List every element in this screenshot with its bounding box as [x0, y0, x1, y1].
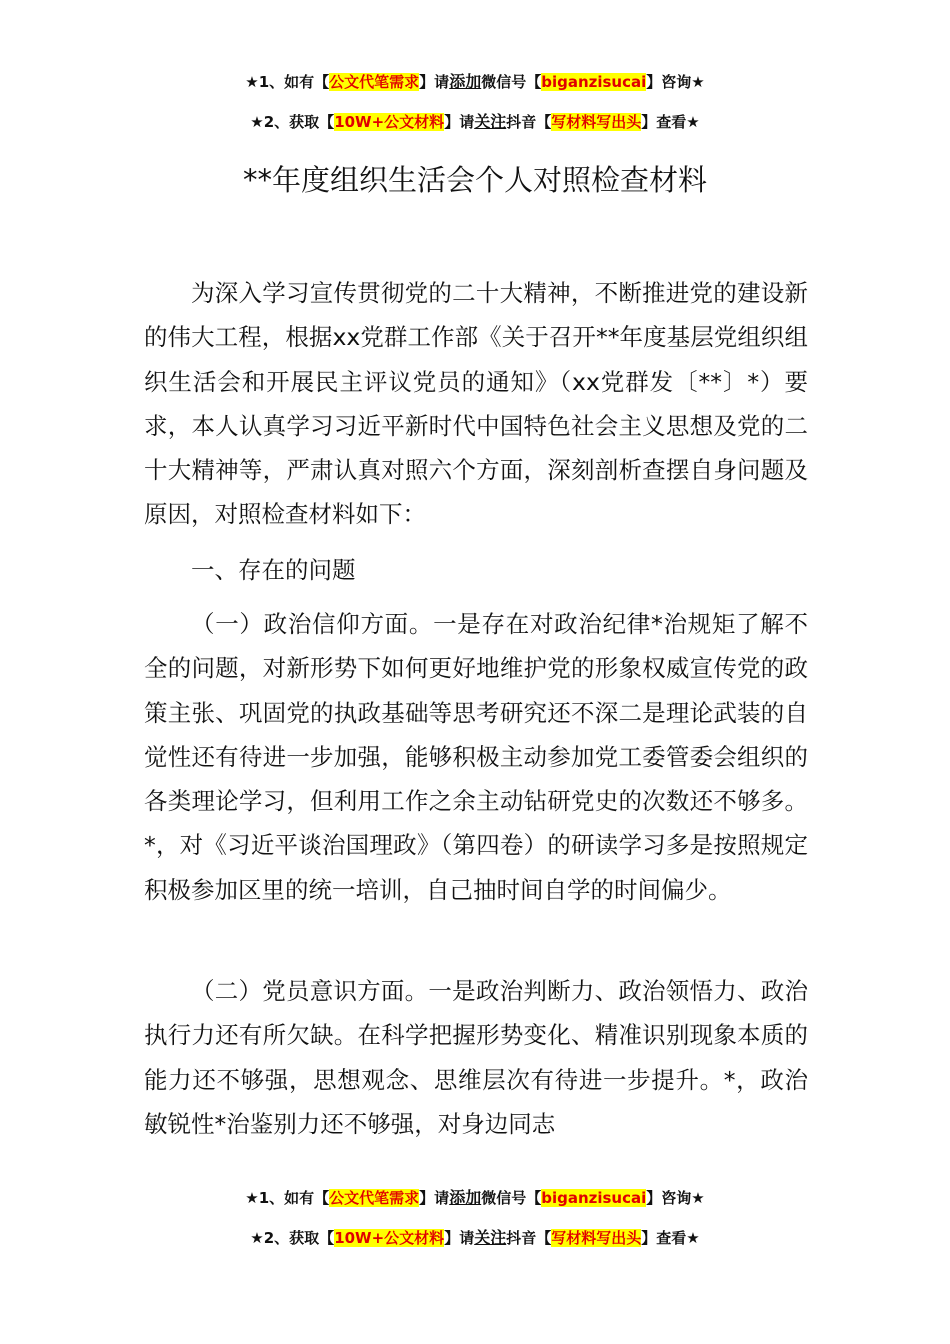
banner-suffix: 】咨询★	[646, 1189, 705, 1207]
banner-suffix: 】查看★	[641, 113, 700, 131]
banner-highlight-douyin: 写材料写出头	[551, 113, 642, 131]
banner-highlight-service: 公文代笔需求	[329, 1189, 420, 1207]
banner-highlight-wechat-id: biganzisucai	[541, 73, 647, 91]
banner-text: 】请	[444, 1229, 475, 1247]
banner-text: 抖音【	[506, 113, 552, 131]
banner-suffix: 】咨询★	[646, 73, 705, 91]
banner-emphasis: 添加	[449, 72, 482, 91]
banner-highlight-materials: 10W+公文材料	[334, 1229, 445, 1247]
paragraph-political-belief	[144, 602, 808, 912]
banner-text: 】请	[444, 113, 475, 131]
banner-prefix: ★2、获取【	[250, 1229, 335, 1247]
bottom-banner-line-1	[0, 1188, 950, 1208]
paragraph-intro	[144, 271, 808, 537]
banner-highlight-douyin: 写材料写出头	[551, 1229, 642, 1247]
paragraph-text: （一）政治信仰方面。一是存在对政治纪律*治规矩了解不全的问题，对新形势下如何更好地维护党的形象权威宣传党的政策主张、巩固党的执政基础等思考研究还不深二是理论武装的自觉性还有待进一步加强，能够积极主动参加党工委管委会组织的各类理论学习，但利用工作之余主动钻研党史的次数还不够多。*，对《习近平谈治国理政》（第四卷）的研读学习多是按照规定积极参加区里的统一培训，自己抽时间自学的时间偏少。	[144, 610, 808, 904]
heading-text: 一、存在的问题	[191, 556, 356, 584]
banner-suffix: 】查看★	[641, 1229, 700, 1247]
paragraph-text: （二）党员意识方面。一是政治判断力、政治领悟力、政治执行力还有所欠缺。在科学把握形势变化、精准识别现象本质的能力还不够强，思想观念、思维层次有待进一步提升。*，政治敏锐性*治鉴别力还不够强，对身边同志	[144, 977, 808, 1138]
banner-text: 】请	[419, 73, 450, 91]
banner-prefix: ★2、获取【	[250, 113, 335, 131]
paragraph-party-awareness	[144, 969, 808, 1146]
paragraph-text: 为深入学习宣传贯彻党的二十大精神，不断推进党的建设新的伟大工程，根据xx党群工作部《关于召开**年度基层党组织组织生活会和开展民主评议党员的通知》（xx党群发〔**〕*）要求，本人认真学习习近平新时代中国特色社会主义思想及党的二十大精神等，严肃认真对照六个方面，深刻剖析查摆自身问题及原因，对照检查材料如下：	[144, 279, 808, 529]
banner-highlight-service: 公文代笔需求	[329, 73, 420, 91]
banner-text: 微信号【	[481, 1189, 542, 1207]
banner-prefix: ★1、如有【	[245, 73, 330, 91]
document-title: **年度组织生活会个人对照检查材料	[242, 163, 707, 197]
top-banner-line-2	[0, 112, 950, 132]
bottom-banner-line-2	[0, 1228, 950, 1248]
top-banner-line-1	[0, 72, 950, 92]
banner-emphasis: 关注	[474, 112, 507, 131]
banner-text: 】请	[419, 1189, 450, 1207]
banner-prefix: ★1、如有【	[245, 1189, 330, 1207]
banner-emphasis: 添加	[449, 1188, 482, 1207]
section-heading	[144, 548, 808, 592]
banner-text: 微信号【	[481, 73, 542, 91]
banner-emphasis: 关注	[474, 1228, 507, 1247]
banner-text: 抖音【	[506, 1229, 552, 1247]
banner-highlight-wechat-id: biganzisucai	[541, 1189, 647, 1207]
banner-highlight-materials: 10W+公文材料	[334, 113, 445, 131]
